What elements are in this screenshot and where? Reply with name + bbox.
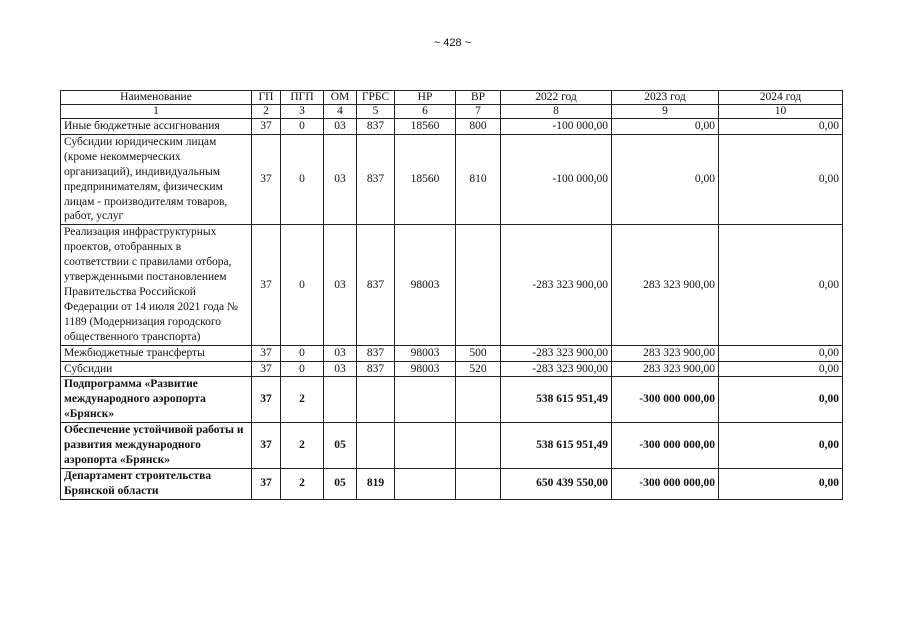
- row-2024-cell: 0,00: [719, 119, 843, 135]
- row-2024-cell: 0,00: [719, 225, 843, 345]
- row-vr-cell: [456, 377, 501, 423]
- budget-table: [60, 90, 843, 500]
- table-row: [61, 377, 843, 423]
- row-2022-cell: -283 323 900,00: [501, 345, 612, 361]
- row-2023-cell: -300 000 000,00: [612, 377, 719, 423]
- row-vr-cell: [456, 225, 501, 345]
- row-om-cell: 03: [324, 345, 357, 361]
- row-2024-cell: 0,00: [719, 345, 843, 361]
- table-header-row: [61, 91, 843, 105]
- header-2023: 2023 год: [612, 91, 719, 105]
- column-number: 10: [719, 105, 843, 119]
- row-2024-cell: 0,00: [719, 134, 843, 224]
- row-vr-cell: 500: [456, 345, 501, 361]
- row-2022-cell: -100 000,00: [501, 119, 612, 135]
- row-name-cell: Департамент строительства Брянской области: [61, 468, 252, 499]
- row-om-cell: 05: [324, 423, 357, 469]
- column-number: 8: [501, 105, 612, 119]
- row-2022-cell: 538 615 951,49: [501, 377, 612, 423]
- row-gp-cell: 37: [252, 119, 281, 135]
- row-om-cell: 03: [324, 119, 357, 135]
- row-pgp-cell: 0: [281, 361, 324, 377]
- row-2023-cell: 283 323 900,00: [612, 345, 719, 361]
- row-gp-cell: 37: [252, 345, 281, 361]
- row-grbs-cell: 819: [357, 468, 395, 499]
- table-row: [61, 423, 843, 469]
- row-nr-cell: 98003: [395, 361, 456, 377]
- row-name-cell: Обеспечение устойчивой работы и развития международного аэропорта «Брянск»: [61, 423, 252, 469]
- row-pgp-cell: 0: [281, 225, 324, 345]
- column-number: 5: [357, 105, 395, 119]
- header-pgp: ПГП: [281, 91, 324, 105]
- table-row: [61, 361, 843, 377]
- row-nr-cell: 18560: [395, 134, 456, 224]
- row-2022-cell: -100 000,00: [501, 134, 612, 224]
- header-name: Наименование: [61, 91, 252, 105]
- row-nr-cell: 18560: [395, 119, 456, 135]
- row-name-cell: Субсидии: [61, 361, 252, 377]
- column-number: 7: [456, 105, 501, 119]
- column-number: 4: [324, 105, 357, 119]
- row-2023-cell: 283 323 900,00: [612, 225, 719, 345]
- row-vr-cell: 800: [456, 119, 501, 135]
- row-2022-cell: 650 439 550,00: [501, 468, 612, 499]
- row-name-cell: Межбюджетные трансферты: [61, 345, 252, 361]
- row-grbs-cell: 837: [357, 361, 395, 377]
- row-grbs-cell: [357, 377, 395, 423]
- header-2022: 2022 год: [501, 91, 612, 105]
- row-name-cell: Субсидии юридическим лицам (кроме некоммерческих организаций), индивидуальным предпринимателям, физическим лицам - производителям товаров, работ, услуг: [61, 134, 252, 224]
- header-gp: ГП: [252, 91, 281, 105]
- row-pgp-cell: 2: [281, 468, 324, 499]
- header-grbs: ГРБС: [357, 91, 395, 105]
- column-number: 6: [395, 105, 456, 119]
- table-row: [61, 134, 843, 224]
- row-gp-cell: 37: [252, 134, 281, 224]
- row-2024-cell: 0,00: [719, 377, 843, 423]
- row-pgp-cell: 0: [281, 119, 324, 135]
- row-nr-cell: 98003: [395, 225, 456, 345]
- header-2024: 2024 год: [719, 91, 843, 105]
- row-grbs-cell: 837: [357, 225, 395, 345]
- row-grbs-cell: 837: [357, 345, 395, 361]
- row-name-cell: Иные бюджетные ассигнования: [61, 119, 252, 135]
- table-row: [61, 225, 843, 345]
- row-om-cell: 03: [324, 134, 357, 224]
- row-vr-cell: 810: [456, 134, 501, 224]
- header-vr: ВР: [456, 91, 501, 105]
- row-name-cell: Подпрограмма «Развитие международного аэропорта «Брянск»: [61, 377, 252, 423]
- row-nr-cell: 98003: [395, 345, 456, 361]
- row-grbs-cell: 837: [357, 119, 395, 135]
- row-om-cell: 05: [324, 468, 357, 499]
- row-gp-cell: 37: [252, 423, 281, 469]
- row-2022-cell: 538 615 951,49: [501, 423, 612, 469]
- row-grbs-cell: [357, 423, 395, 469]
- row-2023-cell: 283 323 900,00: [612, 361, 719, 377]
- column-number-row: [61, 105, 843, 119]
- row-nr-cell: [395, 468, 456, 499]
- row-2023-cell: -300 000 000,00: [612, 423, 719, 469]
- column-number: 3: [281, 105, 324, 119]
- row-om-cell: [324, 377, 357, 423]
- row-gp-cell: 37: [252, 361, 281, 377]
- row-vr-cell: 520: [456, 361, 501, 377]
- table-row: [61, 345, 843, 361]
- row-pgp-cell: 0: [281, 134, 324, 224]
- row-2023-cell: 0,00: [612, 134, 719, 224]
- row-pgp-cell: 0: [281, 345, 324, 361]
- row-2024-cell: 0,00: [719, 423, 843, 469]
- header-nr: НР: [395, 91, 456, 105]
- row-2023-cell: -300 000 000,00: [612, 468, 719, 499]
- row-om-cell: 03: [324, 225, 357, 345]
- row-pgp-cell: 2: [281, 423, 324, 469]
- row-2022-cell: -283 323 900,00: [501, 225, 612, 345]
- row-vr-cell: [456, 423, 501, 469]
- row-name-cell: Реализация инфраструктурных проектов, отобранных в соответствии с правилами отбора, утвержденными постановлением Правительства Российской Федерации от 14 июля 2021 года № 1189 (Модернизация городского общественного транспорта): [61, 225, 252, 345]
- header-om: ОМ: [324, 91, 357, 105]
- row-2022-cell: -283 323 900,00: [501, 361, 612, 377]
- table-row: [61, 468, 843, 499]
- row-om-cell: 03: [324, 361, 357, 377]
- row-nr-cell: [395, 423, 456, 469]
- column-number: 2: [252, 105, 281, 119]
- row-nr-cell: [395, 377, 456, 423]
- row-2024-cell: 0,00: [719, 468, 843, 499]
- row-2024-cell: 0,00: [719, 361, 843, 377]
- row-gp-cell: 37: [252, 225, 281, 345]
- row-2023-cell: 0,00: [612, 119, 719, 135]
- row-grbs-cell: 837: [357, 134, 395, 224]
- row-pgp-cell: 2: [281, 377, 324, 423]
- table-row: [61, 119, 843, 135]
- column-number: 9: [612, 105, 719, 119]
- page-number: ~ 428 ~: [433, 37, 472, 49]
- row-gp-cell: 37: [252, 377, 281, 423]
- row-vr-cell: [456, 468, 501, 499]
- column-number: 1: [61, 105, 252, 119]
- row-gp-cell: 37: [252, 468, 281, 499]
